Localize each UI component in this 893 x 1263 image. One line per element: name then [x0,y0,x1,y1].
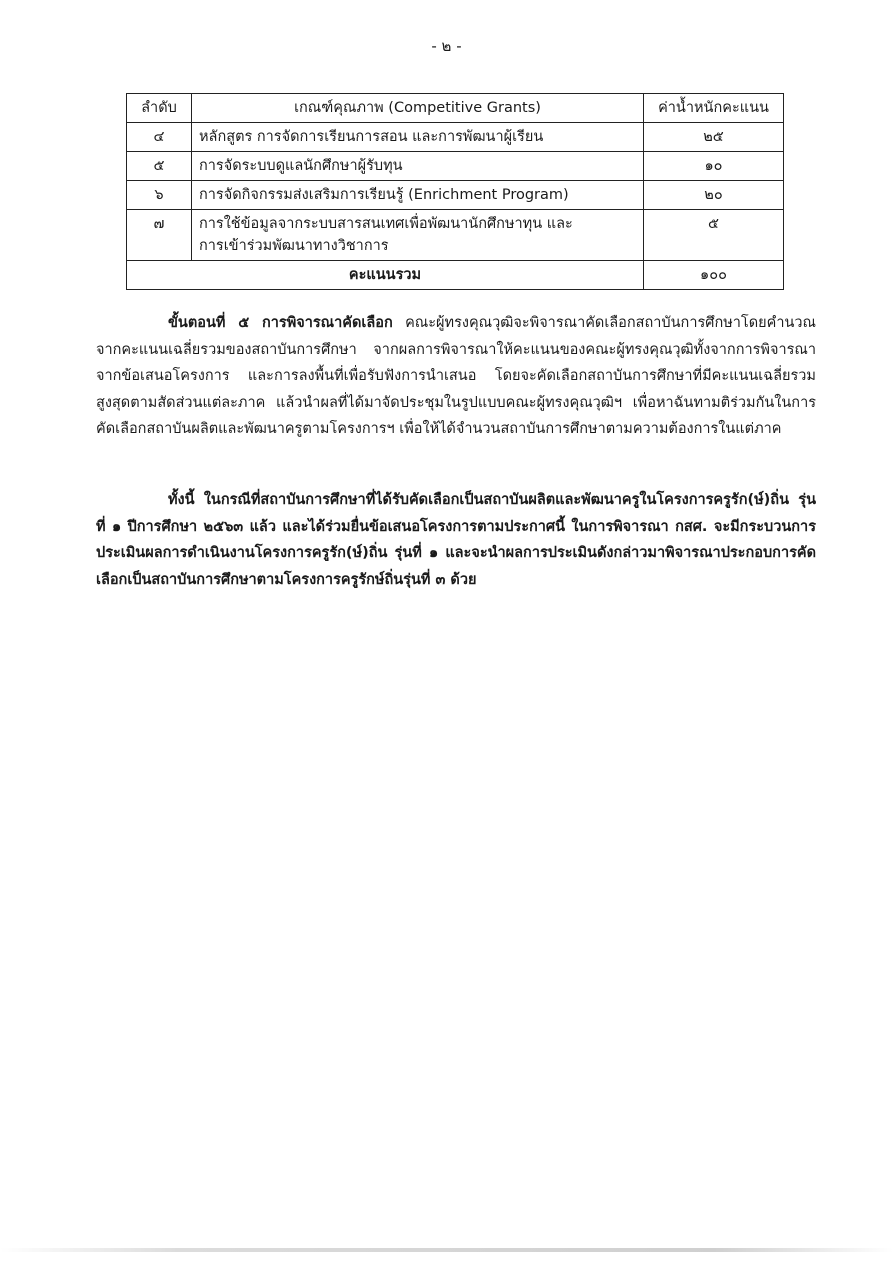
note-paragraph: ทั้งนี้ ในกรณีที่สถาบันการศึกษาที่ได้รับคัดเลือกเป็นสถาบันผลิตและพัฒนาครูในโครงการครูรัก(ษ์)ถิ่น รุ่นที่ ๑ ปีการศึกษา ๒๕๖๓ แล้ว และได้ร่วมยื่นข้อเสนอโครงการตามประกาศนี้ ในการพิจารณา กสศ. จะมีกระบวนการประเมินผลการดำเนินงานโครงการครูรัก(ษ์)ถิ่น รุ่นที่ ๑ และจะนำผลการประเมินดังกล่าวมาพิจารณาประกอบการคัดเลือกเป็นสถาบันการศึกษาตามโครงการครูรักษ์ถิ่นรุ่นที่ ๓ ด้วย [96,492,816,588]
row-criterion [192,210,644,261]
total-label: คะแนนรวม [127,261,644,290]
row-weight: ๒๕ [644,123,784,152]
criteria-table [126,93,784,290]
row-weight: ๒๐ [644,181,784,210]
table-header-row [127,94,784,123]
row-criterion [192,123,644,152]
table-row [127,181,784,210]
table-row [127,210,784,261]
table-row [127,123,784,152]
table-total-row [127,261,784,290]
step5-heading: ขั้นตอนที่ ๕ การพิจารณาคัดเลือก [168,315,393,331]
step5-text: คณะผู้ทรงคุณวุฒิจะพิจารณาคัดเลือกสถาบันการศึกษาโดยคำนวณจากคะแนนเฉลี่ยรวมของสถาบันการศึกษา จากผลการพิจารณาให้คะแนนของคณะผู้ทรงคุณวุฒิทั้งจากการพิจารณาจากข้อเสนอโครงการ และการลงพื้นที่เพื่อรับฟังการนำเสนอ โดยจะคัดเลือกสถาบันการศึกษาที่มีคะแนนเฉลี่ยรวมสูงสุดตามสัดส่วนแต่ละภาค แล้วนำผลที่ได้มาจัดประชุมในรูปแบบคณะผู้ทรงคุณวุฒิฯ เพื่อหาฉันทามติร่วมกันในการคัดเลือกสถาบันผลิตและพัฒนาครูตามโครงการฯ เพื่อให้ได้จำนวนสถาบันการศึกษาตามความต้องการในแต่ภาค [96,315,816,437]
page-number: - ๒ - [431,37,462,55]
criterion-line: หลักสูตร การจัดการเรียนการสอน และการพัฒนาผู้เรียน [199,129,544,145]
row-no: ๕ [127,152,192,181]
row-criterion [192,181,644,210]
header-weight: ค่าน้ำหนักคะแนน [644,94,784,123]
row-no: ๗ [127,210,192,261]
row-no: ๔ [127,123,192,152]
table-row [127,152,784,181]
footer-divider [0,1248,893,1252]
criterion-line: การใช้ข้อมูลจากระบบสารสนเทศเพื่อพัฒนานักศึกษาทุน และ [199,216,573,232]
row-weight: ๑๐ [644,152,784,181]
total-value: ๑๐๐ [644,261,784,290]
criterion-line: การเข้าร่วมพัฒนาทางวิชาการ [199,238,389,254]
header-no: ลำดับ [127,94,192,123]
row-no: ๖ [127,181,192,210]
row-criterion [192,152,644,181]
step5-paragraph [96,310,816,443]
header-criterion: เกณฑ์คุณภาพ (Competitive Grants) [192,94,644,123]
row-weight: ๕ [644,210,784,261]
criterion-line: การจัดกิจกรรมส่งเสริมการเรียนรู้ (Enrichment Program) [199,187,569,203]
criterion-line: การจัดระบบดูแลนักศึกษาผู้รับทุน [199,158,403,174]
